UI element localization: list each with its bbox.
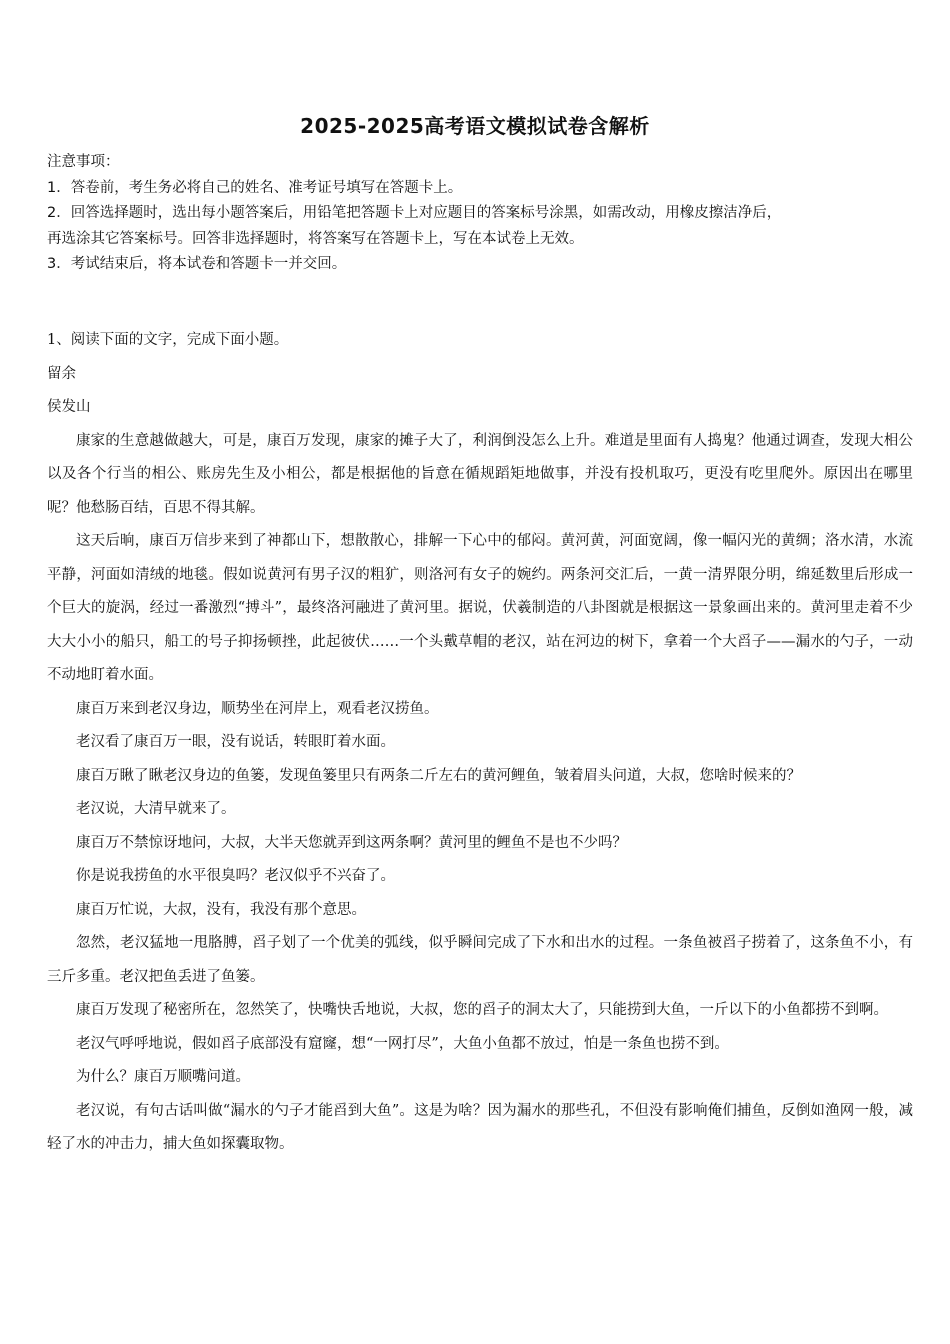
question-prompt: 1、阅读下面的文字，完成下面小题。 xyxy=(47,332,289,348)
story-paragraph: 老汉看了康百万一眼，没有说话，转眼盯着水面。 xyxy=(76,734,395,750)
story-paragraph: 康百万瞅了瞅老汉身边的鱼篓，发现鱼篓里只有两条二斤左右的黄河鲤鱼，皱着眉头问道，大叔，您啥时候来的？ xyxy=(76,767,801,784)
notice-item: 1．答卷前，考生务必将自己的姓名、准考证号填写在答题卡上。 xyxy=(47,179,463,196)
notice-heading: 注意事项： xyxy=(47,154,120,170)
story-title: 留余 xyxy=(47,365,76,382)
story-paragraph: 康百万来到老汉身边，顺势坐在河岸上，观看老汉捞鱼。 xyxy=(76,700,439,717)
story-paragraph: 你是说我捞鱼的水平很臭吗？老汉似乎不兴奋了。 xyxy=(76,868,395,884)
story-paragraph: 康家的生意越做越大，可是，康百万发现，康家的摊子大了，利润倒没怎么上升。难道是里面有人捣鬼？他通过调查，发现大相公以及各个行当的相公、账房先生及小相公，都是根据他的旨意在循规蹈矩地做事，并没有投机取巧，更没有吃里爬外。原因出在哪里呢？他愁肠百结，百思不得其解。 xyxy=(47,432,913,516)
story-paragraph: 康百万发现了秘密所在，忽然笑了，快嘴快舌地说，大叔，您的舀子的洞太大了，只能捞到大鱼，一斤以下的小鱼都捞不到啊。 xyxy=(76,1002,888,1018)
story-author: 侯发山 xyxy=(47,399,91,415)
story-paragraph: 康百万不禁惊讶地问，大叔，大半天您就弄到这两条啊？黄河里的鲤鱼不是也不少吗？ xyxy=(76,834,627,851)
story-paragraph: 老汉气呼呼地说，假如舀子底部没有窟窿，想“一网打尽”，大鱼小鱼都不放过，怕是一条鱼也捞不到。 xyxy=(76,1035,729,1052)
notice-item: 3．考试结束后，将本试卷和答题卡一并交回。 xyxy=(47,256,347,272)
notice-item: 再选涂其它答案标号。回答非选择题时，将答案写在答题卡上，写在本试卷上无效。 xyxy=(47,230,584,247)
story-paragraph: 忽然，老汉猛地一甩胳膊，舀子划了一个优美的弧线，似乎瞬间完成了下水和出水的过程。一条鱼被舀子捞着了，这条鱼不小，有三斤多重。老汉把鱼丢进了鱼篓。 xyxy=(47,935,913,985)
document-title: 2025-2025高考语文模拟试卷含解析 xyxy=(300,114,650,138)
notice-section xyxy=(47,150,907,278)
story-paragraph: 为什么？康百万顺嘴问道。 xyxy=(76,1069,250,1085)
notice-item: 2．回答选择题时，选出每小题答案后，用铅笔把答题卡上对应题目的答案标号涂黑，如需改动，用橡皮擦洁净后， xyxy=(47,205,782,221)
story-paragraph: 这天后晌，康百万信步来到了神都山下，想散散心，排解一下心中的郁闷。黄河黄，河面宽阔，像一幅闪光的黄绸；洛水清，水流平静，河面如清绒的地毯。假如说黄河有男子汉的粗犷，则洛河有女子的婉约。两条河交汇后，一黄一清界限分明，绵延数里后形成一个巨大的旋涡，经过一番激烈“搏斗”，最终洛河融进了黄河里。据说，伏羲制造的八卦图就是根据这一景象画出来的。黄河里走着不少大大小小的船只，船工的号子抑扬顿挫，此起彼伏……一个头戴草帽的老汉，站在河边的树下，拿着一个大舀子——漏水的勺子，一动不动地盯着水面。 xyxy=(47,533,913,683)
story-paragraph: 康百万忙说，大叔，没有，我没有那个意思。 xyxy=(76,901,366,918)
story-paragraph: 老汉说，有句古话叫做“漏水的勺子才能舀到大鱼”。这是为啥？因为漏水的那些孔，不但没有影响俺们捕鱼，反倒如渔网一般，减轻了水的冲击力，捕大鱼如探囊取物。 xyxy=(47,1102,913,1152)
story-paragraph: 老汉说，大清早就来了。 xyxy=(76,801,236,817)
reading-passage xyxy=(47,324,913,1162)
